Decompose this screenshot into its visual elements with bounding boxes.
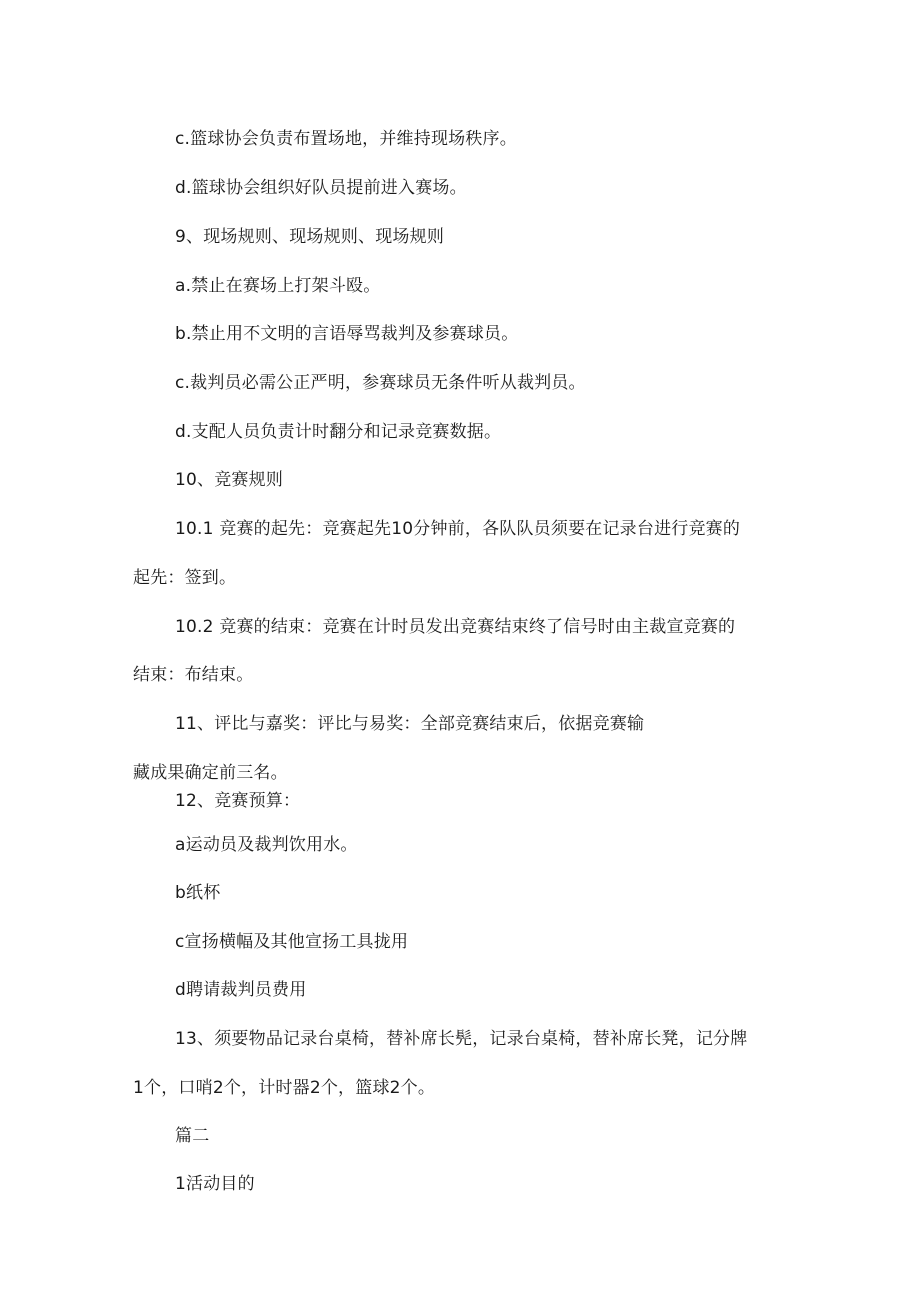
text-line: c.裁判员必需公正严明，参赛球员无条件听从裁判员。 bbox=[175, 373, 586, 393]
text-line: d聘请裁判员费用 bbox=[175, 980, 307, 1000]
text-line: 起先：签到。 bbox=[133, 568, 237, 588]
text-line: c宣扬横幅及其他宣扬工具拢用 bbox=[175, 932, 409, 952]
section-heading: 12、竞赛预算： bbox=[175, 791, 301, 811]
text-line: 结束：布结束。 bbox=[133, 665, 254, 685]
text-line: a.禁止在赛场上打架斗殴。 bbox=[175, 276, 381, 296]
text-line: 藏成果确定前三名。 bbox=[133, 763, 288, 783]
text-line: 1个，口哨2个，计时器2个，篮球2个。 bbox=[133, 1078, 436, 1098]
section-heading: 1活动目的 bbox=[175, 1174, 255, 1194]
text-line: b纸杯 bbox=[175, 883, 221, 903]
text-line: d.支配人员负责计时翻分和记录竞赛数据。 bbox=[175, 422, 502, 442]
text-line: 10.2 竞赛的结束：竞赛在计时员发出竞赛结束终了信号时由主裁宣竞赛的 bbox=[175, 617, 736, 637]
text-line: c.篮球协会负责布置场地，并维持现场秩序。 bbox=[175, 129, 517, 149]
section-heading: 11、评比与嘉奖：评比与易奖：全部竞赛结束后，依据竞赛输 bbox=[175, 714, 645, 734]
section-heading: 10、竞赛规则 bbox=[175, 470, 284, 490]
text-line: d.篮球协会组织好队员提前进入赛场。 bbox=[175, 178, 467, 198]
section-heading: 篇二 bbox=[175, 1126, 210, 1146]
section-heading: 13、须要物品记录台桌椅，替补席长髡，记录台桌椅，替补席长凳，记分牌 bbox=[175, 1029, 748, 1049]
text-line: 10.1 竞赛的起先：竞赛起先10分钟前，各队队员须要在记录台进行竞赛的 bbox=[175, 519, 741, 539]
section-heading: 9、现场规则、现场规则、现场规则 bbox=[175, 227, 445, 247]
text-line: a运动员及裁判饮用水。 bbox=[175, 835, 358, 855]
text-line: b.禁止用不文明的言语辱骂裁判及参赛球员。 bbox=[175, 324, 519, 344]
